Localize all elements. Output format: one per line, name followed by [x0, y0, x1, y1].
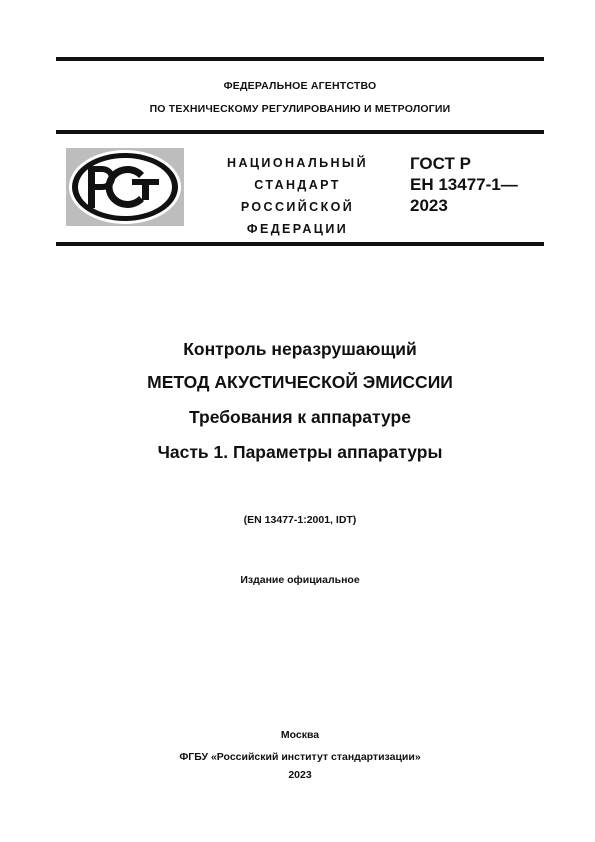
- standard-type-line: РОССИЙСКОЙ: [240, 200, 355, 214]
- title-line1: Контроль неразрушающий: [183, 339, 417, 359]
- standard-type-line: НАЦИОНАЛЬНЫЙ: [227, 156, 368, 170]
- publisher-name: ФГБУ «Российский институт стандартизации»: [179, 751, 421, 763]
- standard-type-block: [210, 152, 385, 240]
- designation-line: ЕН 13477-1—: [410, 175, 518, 194]
- standard-type-line: СТАНДАРТ: [254, 178, 341, 192]
- header-bottom-rule: [56, 242, 544, 246]
- publication-city: Москва: [280, 729, 320, 741]
- title-line4: Часть 1. Параметры аппаратуры: [157, 442, 443, 462]
- top-rule: [56, 57, 544, 61]
- publication-year: 2023: [288, 769, 312, 781]
- standard-type-line: ФЕДЕРАЦИИ: [246, 222, 349, 236]
- header-divider-rule: [56, 130, 544, 134]
- agency-name-line1: ФЕДЕРАЛЬНОЕ АГЕНТСТВО: [223, 80, 377, 92]
- designation-line: ГОСТ Р: [410, 154, 471, 173]
- title-line3: Требования к аппаратуре: [189, 407, 411, 427]
- equivalence-note: (EN 13477-1:2001, IDT): [243, 514, 357, 526]
- edition-label: Издание официальное: [240, 574, 360, 586]
- rst-mark-icon: [66, 148, 184, 226]
- agency-name-line2: ПО ТЕХНИЧЕСКОМУ РЕГУЛИРОВАНИЮ И МЕТРОЛОГИИ: [149, 103, 451, 115]
- standard-designation: [410, 153, 544, 216]
- designation-line: 2023: [410, 196, 448, 215]
- title-line2: МЕТОД АКУСТИЧЕСКОЙ ЭМИССИИ: [147, 372, 453, 392]
